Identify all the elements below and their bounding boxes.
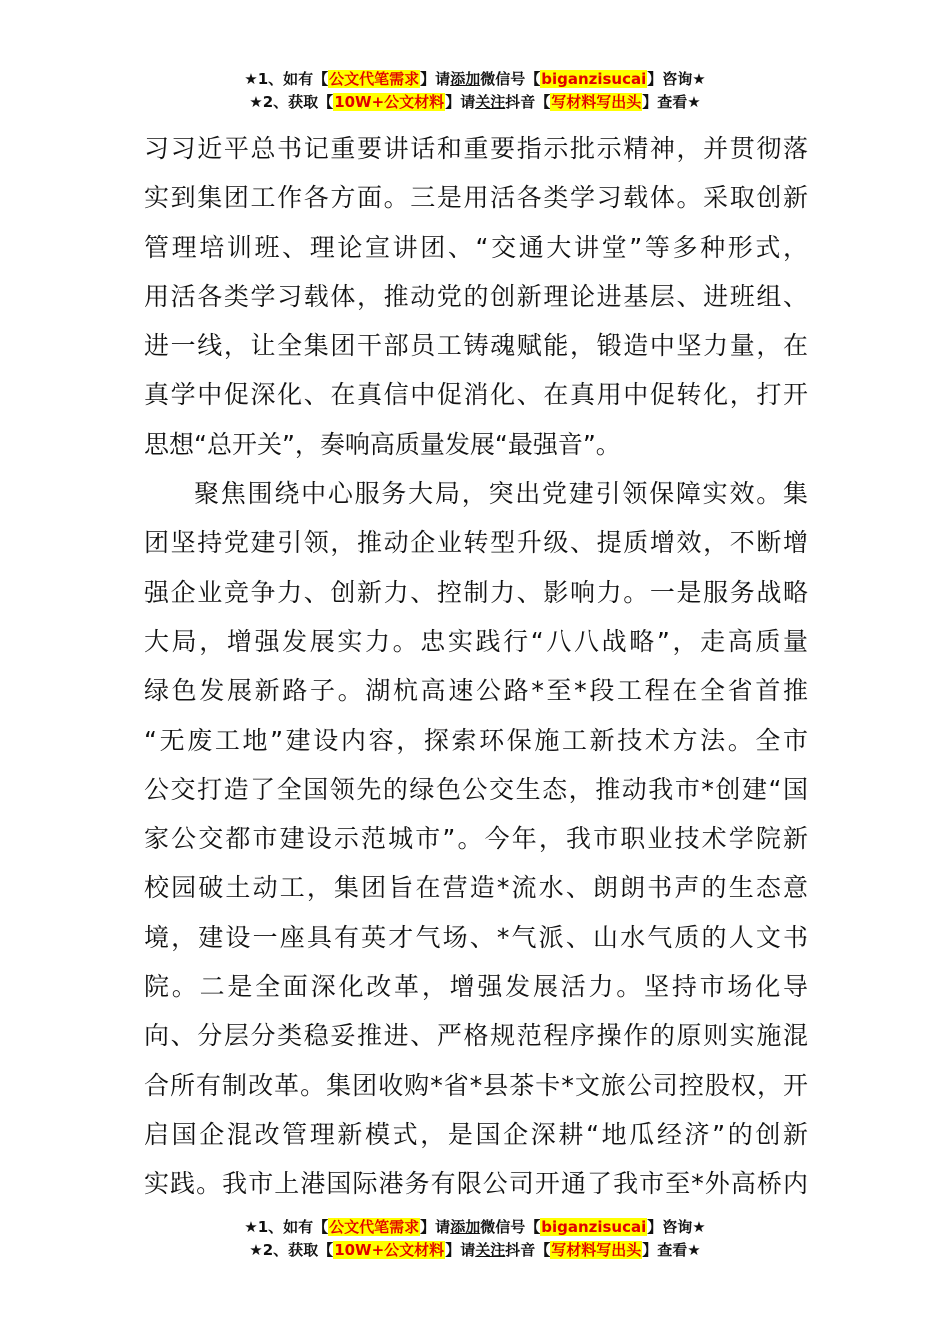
text-line: 管理培训班、理论宣讲团、“交通大讲堂”等多种形式， bbox=[144, 232, 808, 262]
banner-text: 】请 bbox=[445, 93, 476, 111]
banner-text: 抖音【 bbox=[505, 1241, 551, 1259]
text-line: 绿色发展新路子。湖杭高速公路*至*段工程在全省首推 bbox=[144, 676, 808, 706]
banner-line-1 bbox=[0, 68, 950, 91]
text-line: 用活各类学习载体，推动党的创新理论进基层、进班组、 bbox=[144, 281, 808, 311]
text-line: 境，建设一座具有英才气场、*气派、山水气质的人文书 bbox=[144, 922, 808, 952]
text-line: 向、分层分类稳妥推进、严格规范程序操作的原则实施混 bbox=[144, 1021, 808, 1051]
banner-underlined: 添加 bbox=[450, 70, 481, 88]
text-line: 合所有制改革。集团收购*省*县茶卡*文旅公司控股权，开 bbox=[144, 1070, 808, 1100]
banner-text: 微信号【 bbox=[480, 1218, 541, 1236]
banner-underlined: 关注 bbox=[475, 1241, 506, 1259]
banner-text: 抖音【 bbox=[505, 93, 551, 111]
paragraph-start-line: 聚焦围绕中心服务大局，突出党建引领保障实效。集 bbox=[194, 479, 808, 509]
document-body bbox=[144, 124, 808, 1209]
text-line: 大局，增强发展实力。忠实践行“八八战略”，走高质量 bbox=[144, 626, 808, 656]
text-line: 进一线，让全集团干部员工铸魂赋能，锻造中坚力量，在 bbox=[144, 331, 808, 361]
banner-text: ★1、如有【 bbox=[244, 1218, 329, 1236]
highlight-badge: 公文代笔需求 bbox=[329, 1218, 420, 1236]
text-line: 实到集团工作各方面。三是用活各类学习载体。采取创新 bbox=[144, 183, 808, 213]
text-line: 家公交都市建设示范城市”。今年，我市职业技术学院新 bbox=[144, 824, 808, 854]
banner-line-1 bbox=[0, 1216, 950, 1239]
text-line: 启国企混改管理新模式，是国企深耕“地瓜经济”的创新 bbox=[144, 1119, 808, 1149]
wechat-id-badge: biganzisucai bbox=[541, 70, 647, 88]
header-banner bbox=[0, 68, 950, 114]
banner-text: 】咨询★ bbox=[647, 1218, 706, 1236]
banner-text: ★2、获取【 bbox=[249, 93, 334, 111]
banner-underlined: 添加 bbox=[450, 1218, 481, 1236]
banner-line-2 bbox=[0, 1239, 950, 1262]
footer-banner bbox=[0, 1216, 950, 1262]
highlight-badge: 公文代笔需求 bbox=[329, 70, 420, 88]
banner-text: 】咨询★ bbox=[647, 70, 706, 88]
banner-underlined: 关注 bbox=[475, 93, 506, 111]
wechat-id-badge: biganzisucai bbox=[541, 1218, 647, 1236]
highlight-badge: 10W+公文材料 bbox=[334, 1241, 445, 1259]
text-line: 习习近平总书记重要讲话和重要指示批示精神，并贯彻落 bbox=[144, 134, 808, 163]
banner-text: ★1、如有【 bbox=[244, 70, 329, 88]
banner-text: 】请 bbox=[420, 70, 451, 88]
text-line: 实践。我市上港国际港务有限公司开通了我市至*外高桥内 bbox=[144, 1169, 808, 1199]
banner-text: 】请 bbox=[445, 1241, 476, 1259]
text-line: 校园破土动工，集团旨在营造*流水、朗朗书声的生态意 bbox=[144, 873, 808, 903]
highlight-badge: 10W+公文材料 bbox=[334, 93, 445, 111]
text-line: 公交打造了全国领先的绿色公交生态，推动我市*创建“国 bbox=[144, 774, 808, 804]
banner-text: 】查看★ bbox=[642, 93, 701, 111]
text-line: 强企业竞争力、创新力、控制力、影响力。一是服务战略 bbox=[144, 577, 808, 607]
banner-text: 微信号【 bbox=[480, 70, 541, 88]
banner-text: ★2、获取【 bbox=[249, 1241, 334, 1259]
banner-text: 】请 bbox=[420, 1218, 451, 1236]
paragraph-end-line: 思想“总开关”，奏响高质量发展“最强音”。 bbox=[144, 429, 621, 459]
text-line: 真学中促深化、在真信中促消化、在真用中促转化，打开 bbox=[144, 380, 808, 410]
douyin-account-badge: 写材料写出头 bbox=[551, 93, 642, 111]
text-line: “无废工地”建设内容，探索环保施工新技术方法。全市 bbox=[144, 725, 808, 755]
text-line: 团坚持党建引领，推动企业转型升级、提质增效，不断增 bbox=[144, 528, 808, 558]
text-line: 院。二是全面深化改革，增强发展活力。坚持市场化导 bbox=[144, 972, 808, 1002]
banner-text: 】查看★ bbox=[642, 1241, 701, 1259]
douyin-account-badge: 写材料写出头 bbox=[551, 1241, 642, 1259]
banner-line-2 bbox=[0, 91, 950, 114]
